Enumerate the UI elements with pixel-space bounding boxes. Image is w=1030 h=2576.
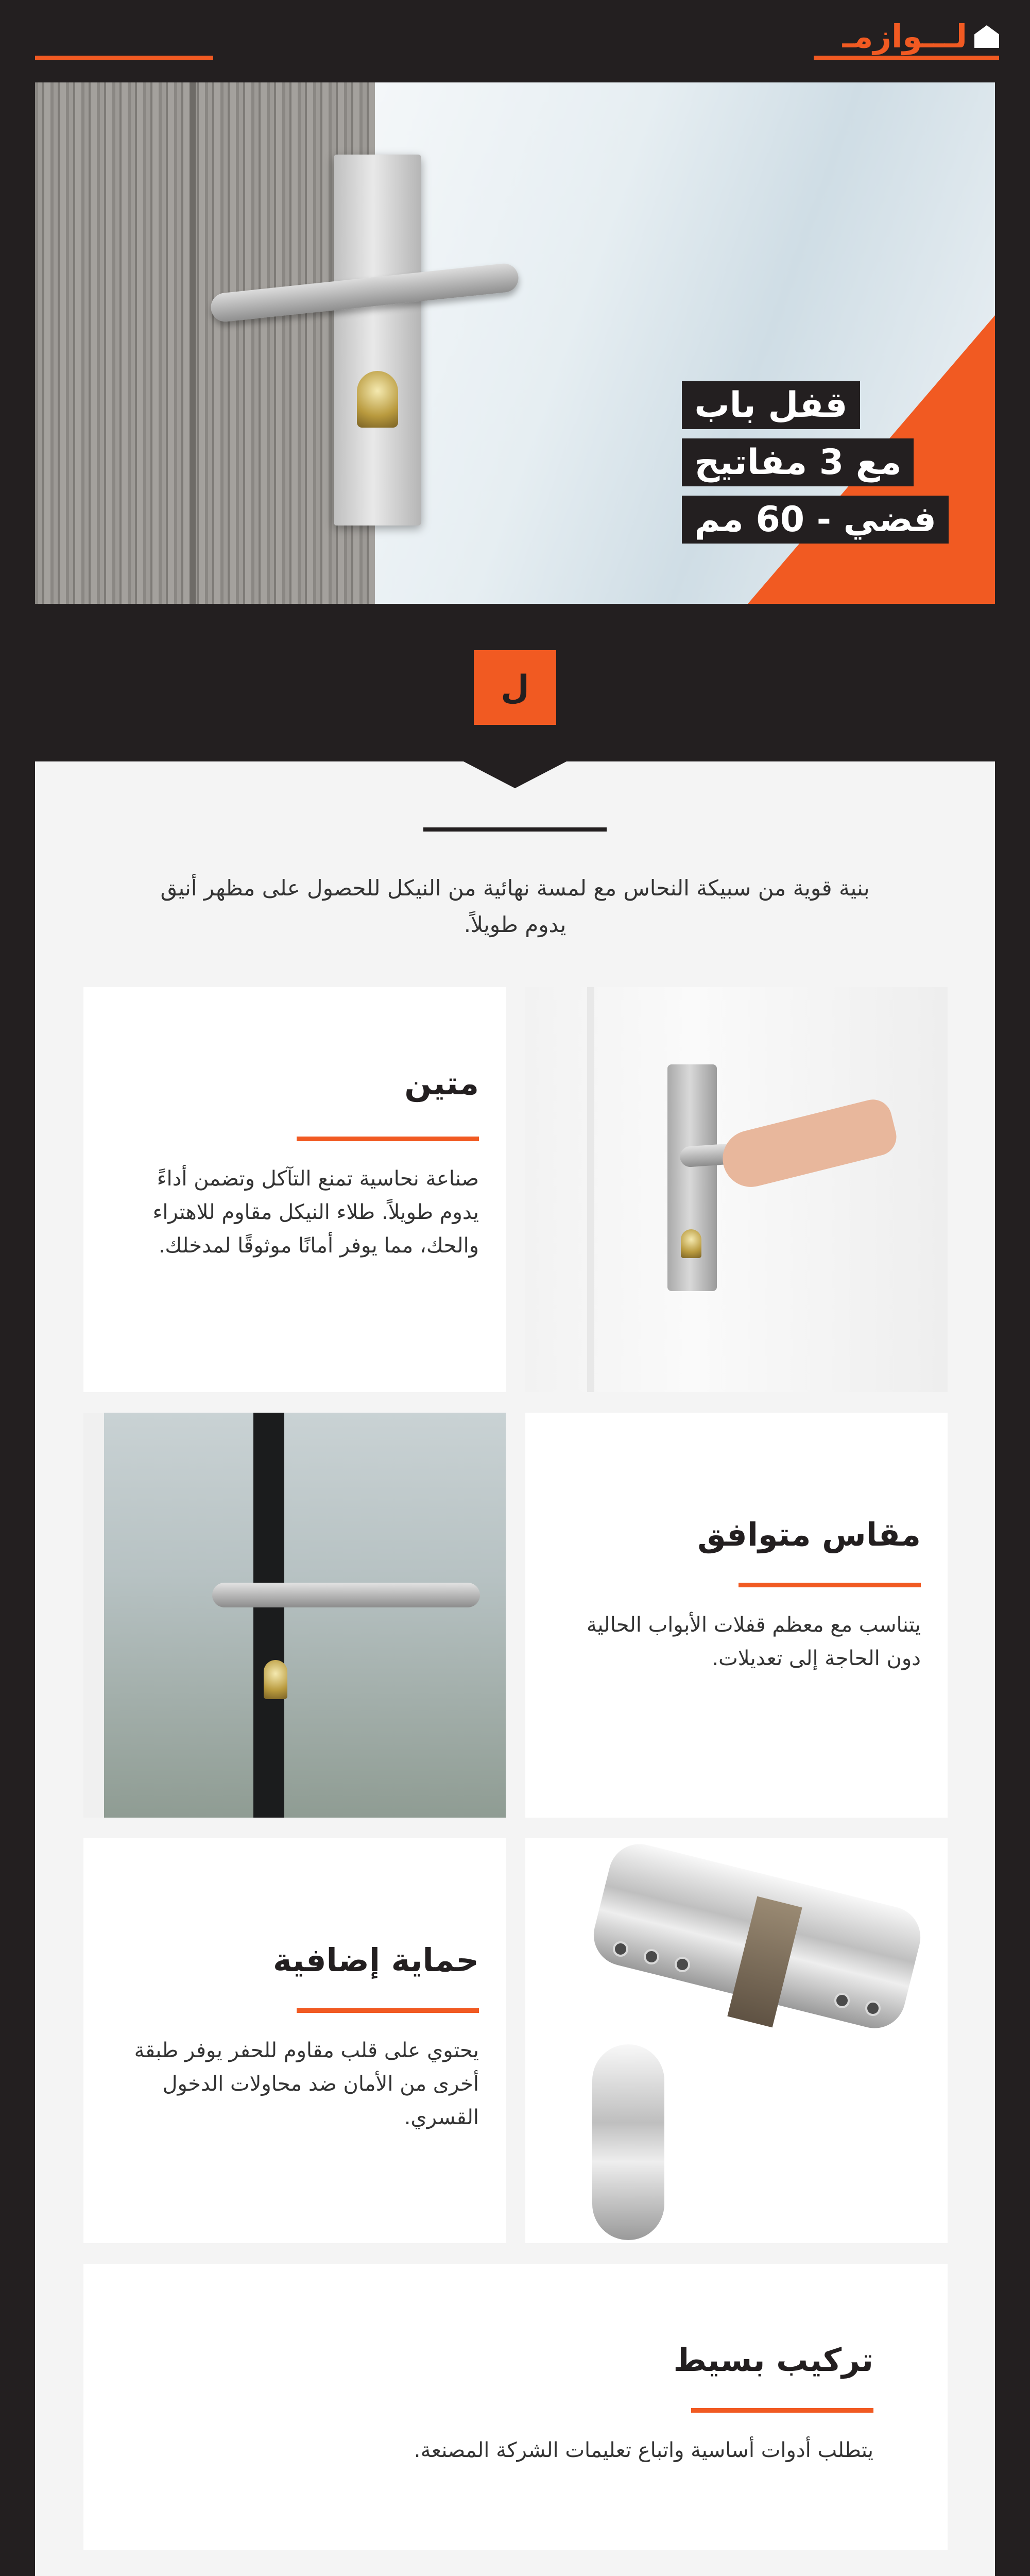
glass-door-cylinder <box>264 1660 287 1699</box>
header-accent-line <box>35 56 213 60</box>
hero-door-image <box>35 82 375 604</box>
brand-logo[interactable] <box>842 18 999 55</box>
feature-title-underline <box>691 2408 873 2413</box>
feature-card-extra-protection <box>83 1838 506 2243</box>
cylinder-side-view <box>592 2044 664 2240</box>
feature-card-compatible-size <box>525 1413 948 1818</box>
feature-title: تركيب بسيط <box>673 2341 873 2379</box>
feature-title-underline <box>297 2008 479 2013</box>
small-cylinder <box>681 1229 701 1258</box>
feature-card-easy-install <box>83 2264 948 2550</box>
hero-title-line-3: فضي - 60 مم <box>682 496 949 544</box>
badge-glyph: ل <box>501 668 529 707</box>
cylinder-pin <box>675 1957 690 1972</box>
intro-divider <box>423 827 607 832</box>
hero-title-line-1: قفل باب <box>682 381 860 429</box>
feature-title: متين <box>404 1064 479 1102</box>
hero-title-line-2: مع 3 مفاتيح <box>682 438 914 486</box>
intro-text: بنية قوية من سبيكة النحاس مع لمسة نهائية من النيكل للحصول على مظهر أنيق يدوم طويلاً. <box>160 875 870 938</box>
house-icon <box>974 25 999 48</box>
feature-title-underline <box>297 1137 479 1141</box>
hero-banner <box>35 82 995 604</box>
feature-image-hand-on-handle <box>525 987 948 1392</box>
logo-text: لـــوازمـ <box>842 18 967 55</box>
hero-door-edge <box>190 82 196 604</box>
feature-text: يتطلب أدوات أساسية واتباع تعليمات الشركة المصنعة. <box>414 2438 873 2462</box>
glass-door-frame <box>253 1413 284 1818</box>
hero-title <box>682 381 949 544</box>
cylinder-pin <box>865 2001 881 2016</box>
glass-door-wall <box>83 1413 104 1818</box>
brand-badge <box>474 650 556 725</box>
cylinder-pin <box>644 1949 659 1964</box>
logo-underline <box>814 56 999 60</box>
hero-lock-cylinder <box>357 371 398 428</box>
feature-text: يحتوي على قلب مقاوم للحفر يوفر طبقة أخرى من الأمان ضد محاولات الدخول القسري. <box>134 2039 479 2129</box>
glass-door-lever <box>212 1583 480 1607</box>
door-frame-line <box>587 987 594 1392</box>
feature-title-underline <box>739 1583 921 1587</box>
hero-door-plate <box>334 155 421 526</box>
feature-image-glass-door <box>83 1413 506 1818</box>
cylinder-pin <box>613 1941 628 1957</box>
feature-image-lock-cylinder <box>525 1838 948 2243</box>
feature-text: صناعة نحاسية تمنع التآكل وتضمن أداءً يدوم طويلاً. طلاء النيكل مقاوم للاهتراء والحك، مما يوفر أمانًا موثوقًا لمدخلك. <box>152 1167 479 1258</box>
feature-text: يتناسب مع معظم قفلات الأبواب الحالية دون الحاجة إلى تعديلات. <box>586 1613 921 1670</box>
cylinder-pin <box>834 1993 850 2008</box>
hand <box>717 1096 901 1193</box>
feature-title: مقاس متوافق <box>697 1516 921 1553</box>
feature-title: حماية إضافية <box>273 1941 479 1979</box>
feature-card-durable <box>83 987 506 1392</box>
